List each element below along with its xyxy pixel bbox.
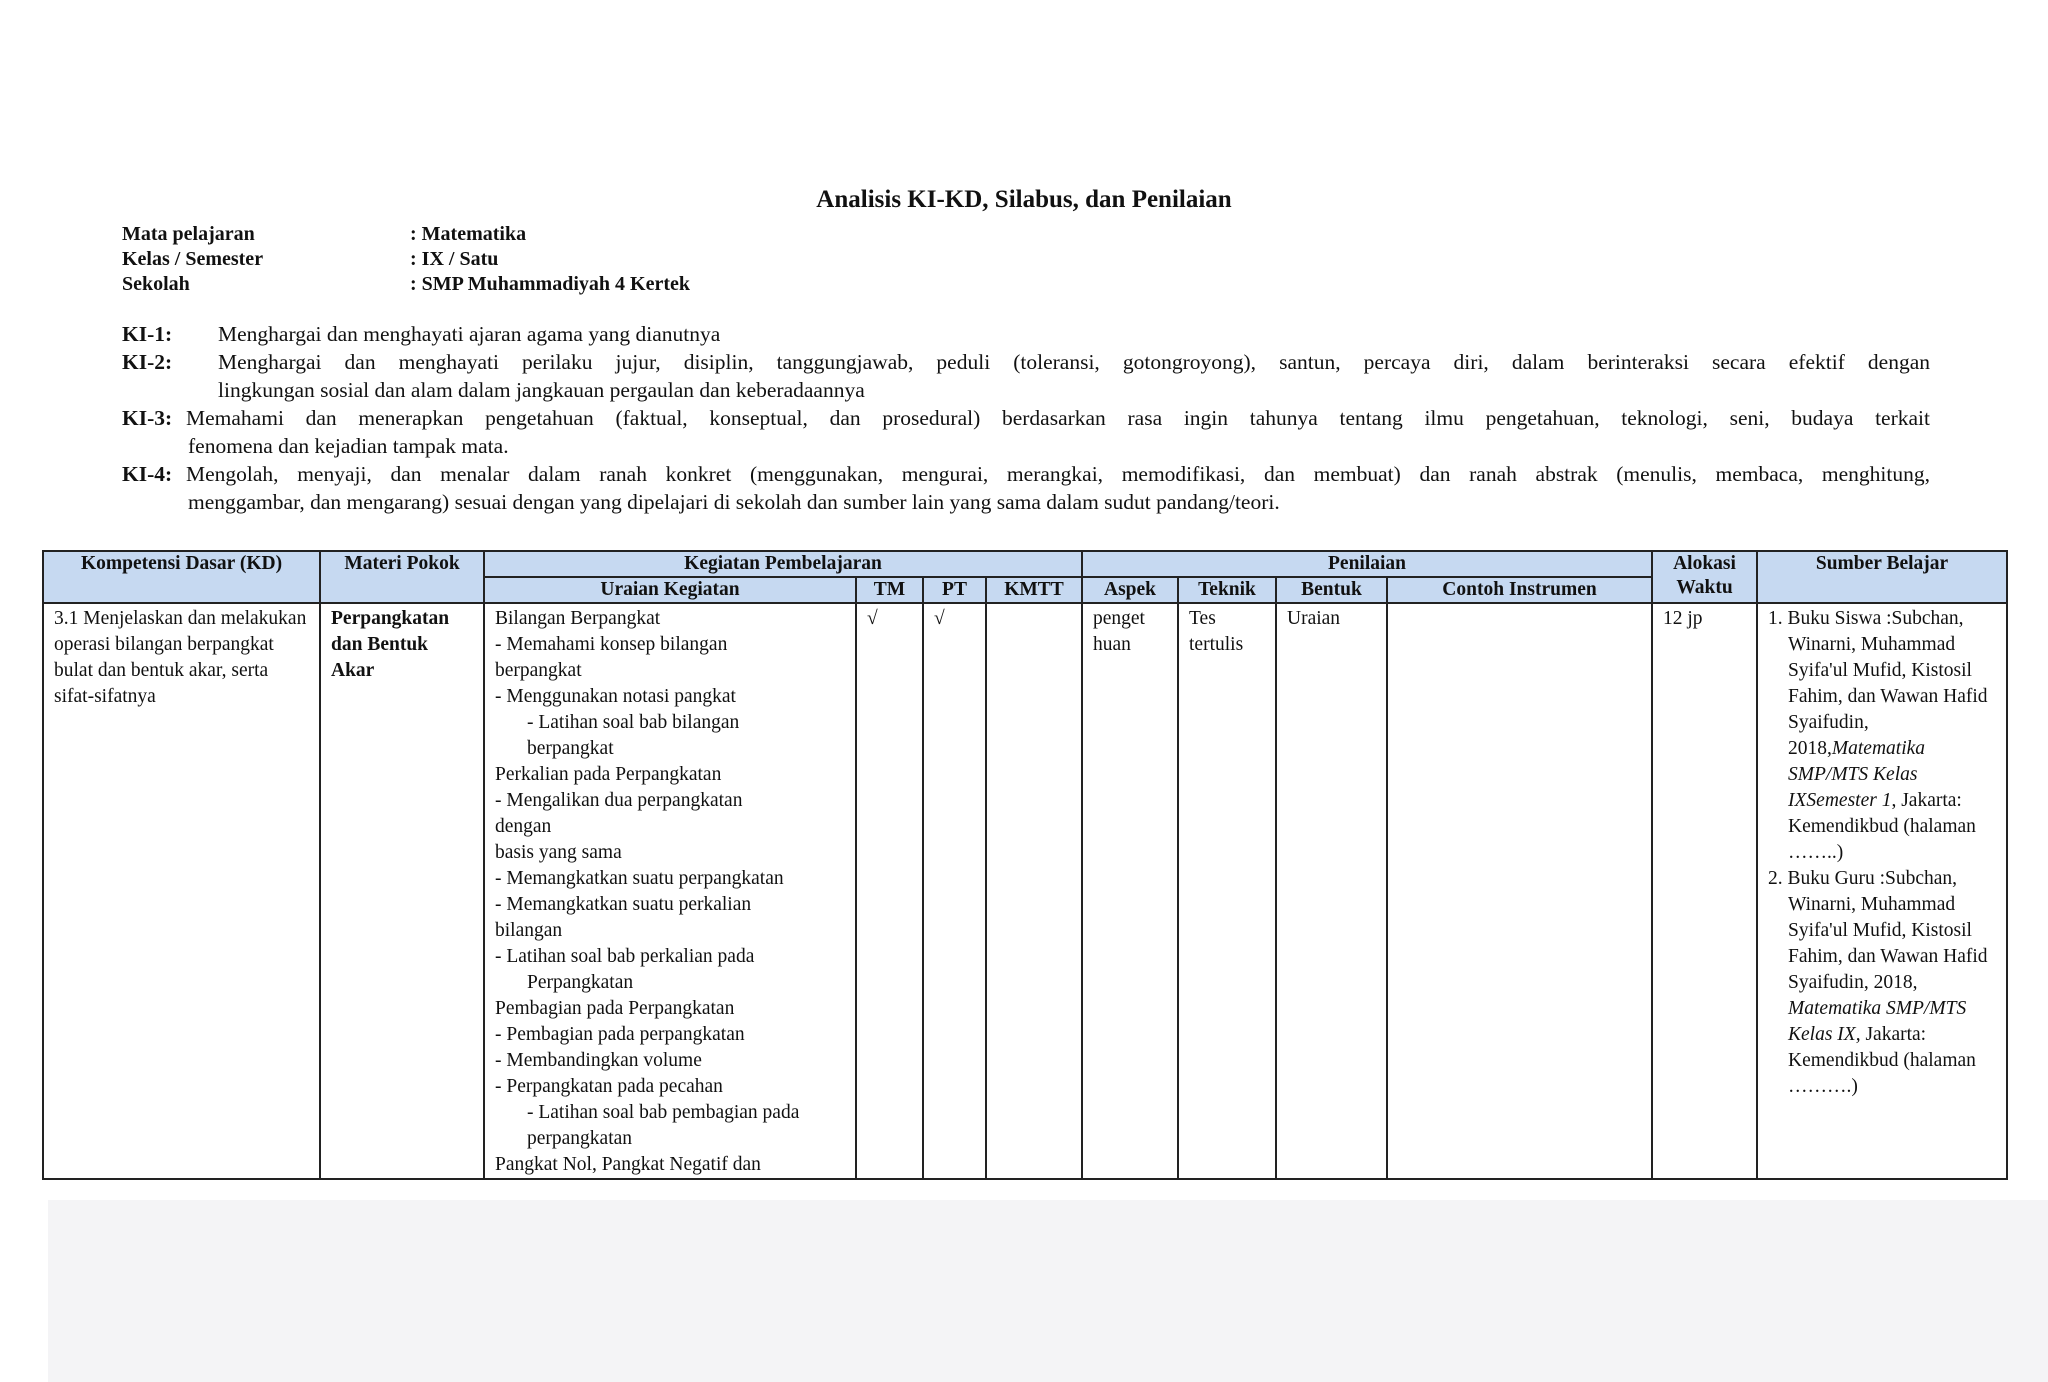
activity-line: berpangkat xyxy=(527,738,614,759)
activity-line: perpangkatan xyxy=(527,1128,633,1149)
source-book-title: Matematika SMP/MTS Kelas IX, xyxy=(1788,998,1967,1045)
cell-uraian xyxy=(484,603,856,1179)
activity-line: berpangkat xyxy=(495,660,582,681)
activity-line: - Latihan soal bab perkalian pada xyxy=(495,946,755,967)
activity-line: dengan xyxy=(495,816,552,837)
header-kegiatan: Kegiatan Pembelajaran xyxy=(484,551,1082,577)
cell-teknik: Tes tertulis xyxy=(1178,603,1276,1179)
meta-row-class xyxy=(122,247,690,272)
meta-label: Sekolah xyxy=(122,273,190,295)
header-materi: Materi Pokok xyxy=(320,551,484,603)
cell-kmtt xyxy=(986,603,1082,1179)
ki-4-continuation: menggambar, dan mengarang) sesuai dengan yang dipelajari di sekolah dan sumber lain yang sama dalam sudut pandang/teori. xyxy=(188,490,1280,514)
ki-label: KI-3: xyxy=(122,406,173,430)
cell-alokasi: 12 jp xyxy=(1652,603,1757,1179)
cell-bentuk: Uraian xyxy=(1276,603,1387,1179)
table-row xyxy=(43,603,2007,1179)
header-pt: PT xyxy=(923,577,986,603)
meta-label: Mata pelajaran xyxy=(122,223,255,245)
activity-list xyxy=(495,606,845,1178)
activity-line: - Membandingkan volume xyxy=(495,1050,702,1071)
ki-label: KI-1: xyxy=(122,322,173,346)
activity-line: - Memahami konsep bilangan xyxy=(495,634,728,655)
document-meta xyxy=(122,222,690,297)
ki-text: Menghargai dan menghayati perilaku jujur, disiplin, tanggungjawab, peduli (toleransi, gotongroyong), santun, percaya diri, dalam berinteraksi secara efektif dengan xyxy=(218,350,1930,374)
cell-contoh xyxy=(1387,603,1652,1179)
meta-label: Kelas / Semester xyxy=(122,248,264,270)
activity-line: Pembagian pada Perpangkatan xyxy=(495,998,735,1019)
header-teknik: Teknik xyxy=(1178,577,1276,603)
activity-line: - Latihan soal bab pembagian pada xyxy=(527,1102,800,1123)
activity-line: bilangan xyxy=(495,920,563,941)
source-text: 2. Buku Guru :Subchan, Winarni, Muhammad Syifa'ul Mufid, Kistosil Fahim, dan Wawan Hafid Syaifudin, 2018, xyxy=(1768,868,1988,993)
header-uraian: Uraian Kegiatan xyxy=(484,577,856,603)
ki-3-continuation: fenomena dan kejadian tampak mata. xyxy=(188,434,509,458)
activity-line: Perpangkatan xyxy=(527,972,634,993)
header-penilaian: Penilaian xyxy=(1082,551,1652,577)
cell-tm: √ xyxy=(856,603,923,1179)
ki-label: KI-4: xyxy=(122,462,173,486)
source-text: Jakarta: Kemendikbud (halaman ……….) xyxy=(1788,1024,1976,1097)
activity-line: - Mengalikan dua perpangkatan xyxy=(495,790,743,811)
source-item-2 xyxy=(1768,866,1996,1100)
header-tm: TM xyxy=(856,577,923,603)
ki-text: Menghargai dan menghayati ajaran agama yang dianutnya xyxy=(218,322,721,346)
activity-line: - Menggunakan notasi pangkat xyxy=(495,686,736,707)
header-aspek: Aspek xyxy=(1082,577,1178,603)
header-sumber: Sumber Belajar xyxy=(1757,551,2007,603)
ki-2-continuation: lingkungan sosial dan alam dalam jangkauan pergaulan dan keberadaannya xyxy=(218,378,865,402)
meta-row-subject xyxy=(122,222,690,247)
header-bentuk: Bentuk xyxy=(1276,577,1387,603)
ki-text: Mengolah, menyaji, dan menalar dalam ranah konkret (menggunakan, mengurai, merangkai, memodifikasi, dan membuat) dan ranah abstrak (menulis, membaca, menghitung, xyxy=(186,462,1930,486)
meta-value: : Matematika xyxy=(410,223,527,245)
meta-value: : SMP Muhammadiyah 4 Kertek xyxy=(410,273,690,295)
activity-line: Pangkat Nol, Pangkat Negatif dan xyxy=(495,1154,761,1175)
document-title: Analisis KI-KD, Silabus, dan Penilaian xyxy=(816,186,1232,213)
activity-line: - Latihan soal bab bilangan xyxy=(527,712,740,733)
header-kmtt: KMTT xyxy=(986,577,1082,603)
ki-1 xyxy=(122,320,1930,348)
core-competencies xyxy=(122,320,1930,516)
activity-line: - Pembagian pada perpangkatan xyxy=(495,1024,745,1045)
ki-label: KI-2: xyxy=(122,350,173,374)
cell-materi: Perpangkatan dan Bentuk Akar xyxy=(320,603,484,1179)
ki-4 xyxy=(122,460,1930,488)
activity-line: Perkalian pada Perpangkatan xyxy=(495,764,722,785)
cell-pt: √ xyxy=(923,603,986,1179)
activity-line: - Memangkatkan suatu perpangkatan xyxy=(495,868,784,889)
cell-kd: 3.1 Menjelaskan dan melakukan operasi bilangan berpangkat bulat dan bentuk akar, serta sifat-sifatnya xyxy=(43,603,320,1179)
header-alokasi: Alokasi Waktu xyxy=(1652,551,1757,603)
page-background-band xyxy=(48,1200,2048,1382)
meta-row-school xyxy=(122,272,690,297)
header-kd: Kompetensi Dasar (KD) xyxy=(43,551,320,603)
syllabus-table xyxy=(42,550,2008,1180)
source-text: 1. Buku Siswa :Subchan, Winarni, Muhammad Syifa'ul Mufid, Kistosil Fahim, dan Wawan Hafid Syaifudin, 2018, xyxy=(1768,608,1988,759)
ki-3 xyxy=(122,404,1930,432)
source-book-title: Matematika SMP/MTS Kelas IXSemester 1 xyxy=(1788,738,1926,811)
meta-value: : IX / Satu xyxy=(410,248,499,270)
activity-line: - Perpangkatan pada pecahan xyxy=(495,1076,723,1097)
activity-line: - Memangkatkan suatu perkalian xyxy=(495,894,752,915)
source-text: , Jakarta: Kemendikbud (halaman ……..) xyxy=(1788,790,1976,863)
ki-2 xyxy=(122,348,1930,376)
header-contoh: Contoh Instrumen xyxy=(1387,577,1652,603)
activity-line: Bilangan Berpangkat xyxy=(495,608,661,629)
cell-sumber xyxy=(1757,603,2007,1179)
activity-line: basis yang sama xyxy=(495,842,622,863)
source-item-1 xyxy=(1768,606,1996,866)
cell-aspek: penget huan xyxy=(1082,603,1178,1179)
ki-text: Memahami dan menerapkan pengetahuan (faktual, konseptual, dan prosedural) berdasarkan rasa ingin tahunya tentang ilmu pengetahuan, teknologi, seni, budaya terkait xyxy=(186,406,1930,430)
